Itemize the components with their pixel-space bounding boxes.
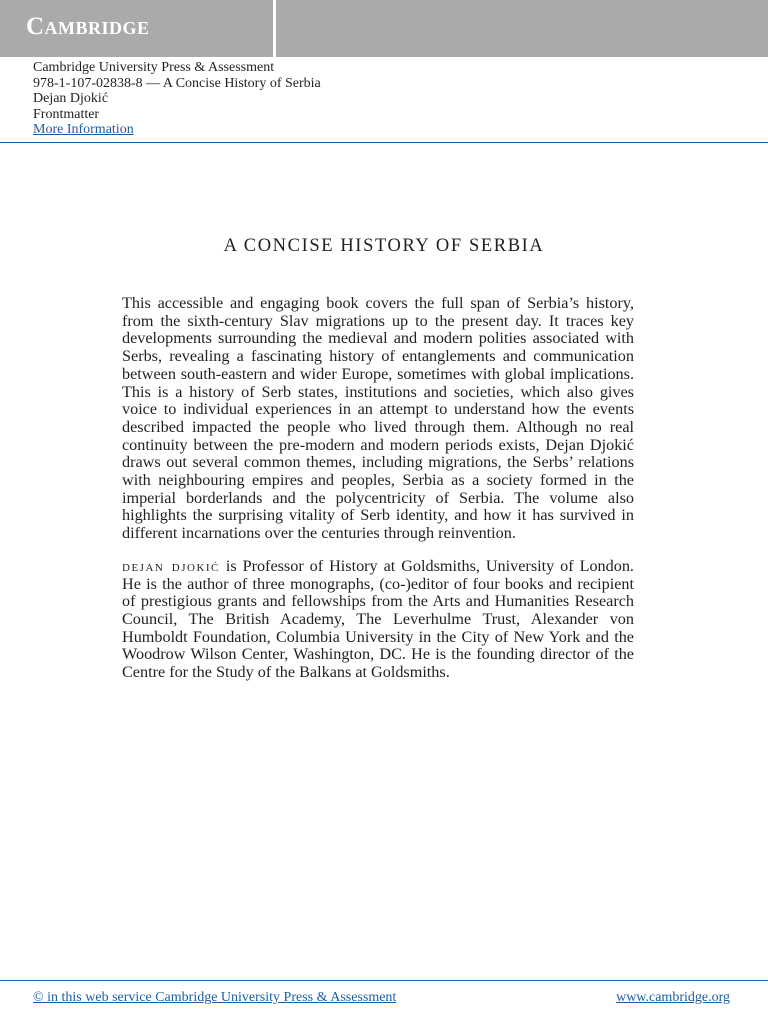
isbn-title-line: 978-1-107-02838-8 — A Concise History of Serbia (33, 75, 321, 91)
cambridge-logo: Cambridge (26, 13, 150, 40)
publisher-line: Cambridge University Press & Assessment (33, 60, 275, 75)
footer-divider (0, 980, 768, 981)
banner-right-block (276, 0, 768, 57)
website-link[interactable]: www.cambridge.org (616, 990, 730, 1005)
copyright-link[interactable]: © in this web service Cambridge University Press & Assessment (33, 990, 397, 1005)
section-line: Frontmatter (33, 106, 100, 122)
header-banner (0, 0, 768, 57)
header-divider (0, 142, 768, 143)
author-bio-paragraph (122, 558, 634, 682)
more-information-link[interactable]: More Information (33, 122, 134, 137)
author-name: dejan djokić (122, 556, 220, 575)
author-bio: is Professor of History at Goldsmiths, University of London. He is the author of three monographs, (co-)editor of four books and recipient of prestigious grants and fellowships from the Arts and Humanities Research Council, The British Academy, The Leverhulme Trust, Alexander von Humboldt Foundation, Columbia University in the City of New York and the Woodrow Wilson Center, Washington, DC. He is the founding director of the Centre for the Study of the Balkans at Goldsmiths. (122, 556, 634, 682)
book-description: This accessible and engaging book covers the full span of Serbia’s history, from the sixth-century Slav migrations up to the present day. It traces key developments surrounding the medieval and modern polities associated with Serbs, revealing a fascinating history of entanglements and communication between south-eastern and wider Europe, sometimes with global implications. This is a history of Serb states, institutions and societies, which also gives voice to individual experiences in an attempt to understand how the events described impacted the people who lived through them. Although no real continuity between the pre-modern and modern periods exists, Dejan Djokić draws out several common themes, including migrations, the Serbs’ relations with neighbouring empires and peoples, Serbia as a society formed in the imperial borderlands and the polycentricity of Serbia. The volume also highlights the surprising vitality of Serb identity, and how it has survived in different incarnations over the centuries through reinvention. (122, 294, 634, 543)
author-line: Dejan Djokić (33, 91, 109, 106)
main-text (122, 295, 634, 682)
page-title: A CONCISE HISTORY OF SERBIA (223, 236, 545, 256)
banner-brand-block (0, 0, 273, 57)
book-meta (33, 60, 321, 138)
